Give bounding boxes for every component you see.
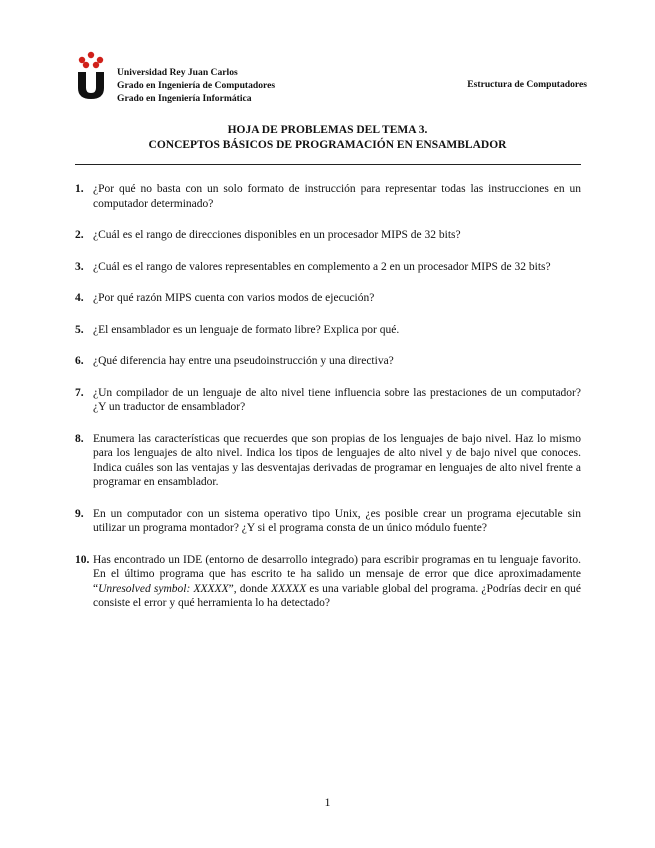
degree-informatica: Grado en Ingeniería Informática — [117, 93, 252, 104]
question-9 — [75, 507, 581, 536]
question-text: En un computador con un sistema operativo tipo Unix, ¿es posible crear un programa ejecutable sin utilizar un programa montador? ¿Y si el programa consta de un único módulo fuente? — [93, 507, 581, 534]
variable-name: XXXXX — [271, 582, 307, 595]
question-list — [75, 182, 581, 628]
title-line-1: HOJA DE PROBLEMAS DEL TEMA 3. — [227, 124, 428, 136]
question-6 — [75, 354, 581, 369]
question-2 — [75, 228, 581, 243]
question-5 — [75, 323, 581, 338]
question-number: 1. — [75, 183, 84, 195]
title-line-2: CONCEPTOS BÁSICOS DE PROGRAMACIÓN EN ENSAMBLADOR — [148, 139, 507, 151]
question-number: 6. — [75, 355, 84, 367]
university-name: Universidad Rey Juan Carlos — [117, 67, 238, 78]
question-1 — [75, 182, 581, 211]
question-number: 9. — [75, 507, 84, 520]
course-name: Estructura de Computadores — [467, 79, 587, 90]
question-number: 7. — [75, 386, 84, 399]
page-number: 1 — [324, 795, 331, 809]
logo-crown-dots — [79, 52, 103, 68]
question-4 — [75, 291, 581, 306]
question-text: ¿El ensamblador es un lenguaje de formato libre? Explica por qué. — [93, 323, 400, 336]
question-7 — [75, 386, 581, 415]
question-8 — [75, 432, 581, 490]
question-text: ¿Qué diferencia hay entre una pseudoinstrucción y una directiva? — [93, 355, 394, 367]
question-number: 10. — [75, 553, 90, 566]
question-text: Enumera las características que recuerdes que son propias de los lenguajes de bajo nivel. Haz lo mismo para los lenguajes de alto nivel. Indica los tipos de lenguajes de alto nivel y de bajo nivel que conoces. Indica cuáles son las ventajas y las desventajas derivadas de programar en lenguajes de alto nivel frente a programar en ensamblador. — [93, 432, 581, 488]
question-text-part-b: ”, donde — [228, 582, 272, 595]
page-title — [0, 123, 655, 153]
university-block — [117, 66, 275, 105]
question-number: 5. — [75, 323, 84, 336]
question-text-part-c: es una variable global del programa. ¿Podrías decir en qué consiste el error y qué herramienta lo ha detectado? — [93, 582, 581, 609]
question-text: ¿Un compilador de un lenguaje de alto nivel tiene influencia sobre las prestaciones de un computador? ¿Y un traductor de ensamblador? — [93, 386, 581, 413]
question-number: 8. — [75, 432, 84, 445]
logo-u-shape — [78, 72, 104, 99]
question-text: ¿Por qué razón MIPS cuenta con varios modos de ejecución? — [93, 292, 375, 304]
question-3 — [75, 260, 581, 275]
question-number: 2. — [75, 229, 84, 241]
question-text: ¿Por qué no basta con un solo formato de instrucción para representar todas las instrucciones en un computador determinado? — [93, 183, 581, 210]
question-text-part-a: Has encontrado un IDE (entorno de desarrollo integrado) para escribir programas en tu lenguaje favorito. En el último programa que has escrito te ha salido un mensaje de error que dice aproximadamente “ — [93, 553, 581, 595]
error-message: Unresolved symbol: XXXXX — [98, 582, 229, 595]
university-logo — [77, 50, 105, 100]
degree-computadores: Grado en Ingeniería de Computadores — [117, 80, 276, 91]
question-text: ¿Cuál es el rango de direcciones disponibles en un procesador MIPS de 32 bits? — [93, 229, 461, 241]
question-10 — [75, 553, 581, 611]
question-number: 4. — [75, 292, 84, 304]
question-number: 3. — [75, 260, 84, 273]
question-text: ¿Cuál es el rango de valores representables en complemento a 2 en un procesador MIPS de 32 bits? — [93, 260, 551, 273]
title-divider — [75, 164, 581, 165]
